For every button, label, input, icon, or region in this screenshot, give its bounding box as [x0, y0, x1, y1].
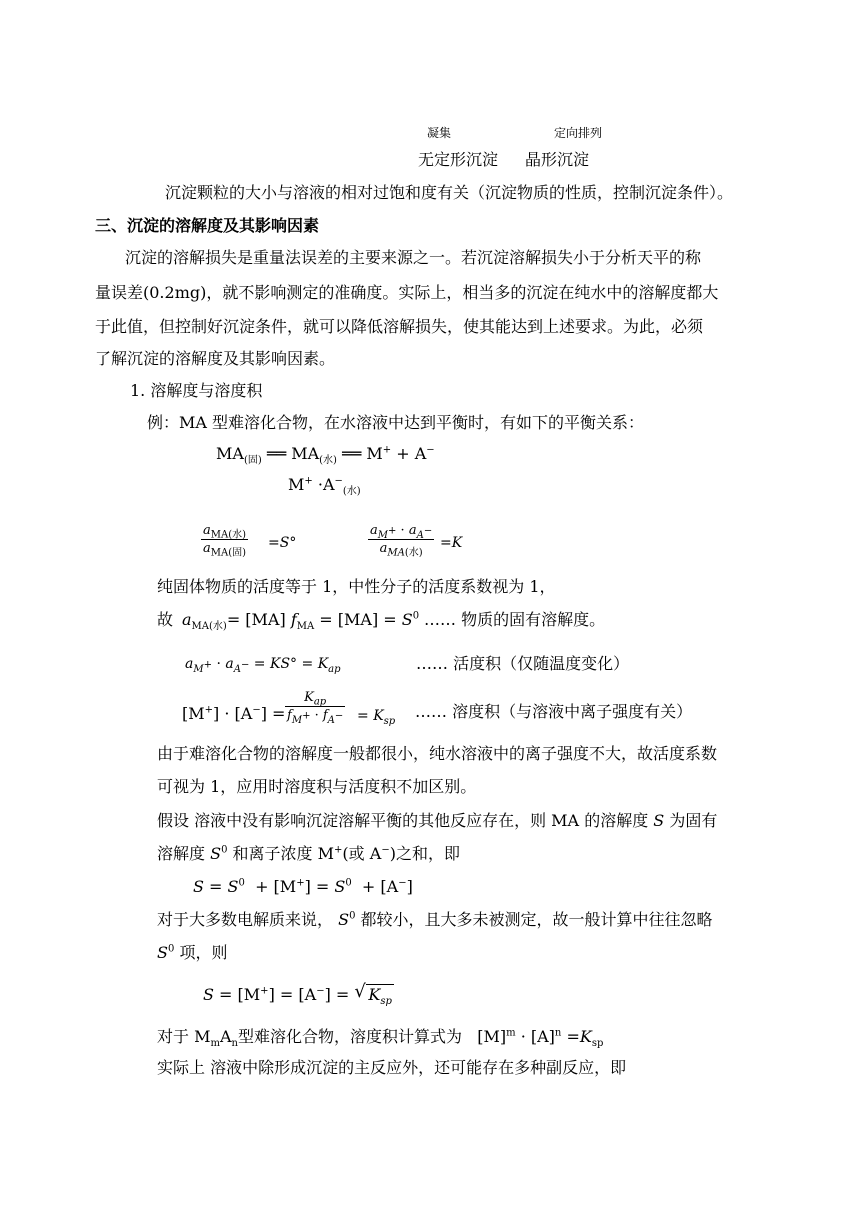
- para-assume-1: 假设 溶液中没有影响沉淀溶解平衡的其他反应存在，则 MA 的溶解度 S 为固有: [157, 811, 718, 830]
- para-assume-2a: 溶解度: [157, 844, 206, 863]
- para-side-reactions: 实际上 溶液中除形成沉淀的主反应外，还可能存在多种副反应，即: [157, 1058, 627, 1077]
- note-activity: …… 活度积（仅随温度变化）: [416, 654, 630, 673]
- para-electrolyte-2: $S^0$ 项，则: [157, 943, 228, 962]
- para-small-2: 可视为 1，应用时溶度积与活度积不加区别。: [157, 777, 477, 796]
- intro-line-2: 量误差(0.2mg)，就不影响测定的准确度。实际上，相当多的沉淀在纯水中的溶解度都大: [95, 283, 719, 302]
- activity-ratio-fraction: $a_{MA(水)}$ $a_{MA(固)}$: [203, 523, 247, 559]
- intro-line-1: 沉淀的溶解损失是重量法误差的主要来源之一。若沉淀溶解损失小于分析天平的称: [125, 248, 702, 267]
- para-assume-1a: 假设 溶液中没有影响沉淀溶解平衡的其他反应存在，则 MA 的溶解度: [157, 811, 649, 830]
- para-particle: 沉淀颗粒的大小与溶液的相对过饱和度有关（沉淀物质的性质，控制沉淀条件）。: [165, 183, 734, 202]
- para-electrolyte-2-text: 项，则: [179, 943, 228, 962]
- para-electrolyte-1: 对于大多数电解质来说， $S^0$ 都较小，且大多未被测定，故一般计算中往往忽略: [157, 910, 713, 929]
- intro-line-3: 于此值，但控制好沉淀条件，就可以降低溶解损失，使其能达到上述要求。为此，必须: [95, 317, 704, 336]
- ksp-fraction: $K_{ap}$ $f_{M^+} \cdot f_{A^-}$: [287, 690, 344, 726]
- section-title: 三、沉淀的溶解度及其影响因素: [95, 216, 320, 235]
- intro-line-4: 了解沉淀的溶解度及其影响因素。: [95, 349, 336, 368]
- para-assume-2d: )之和，即: [389, 844, 460, 863]
- sqrt-ksp: √ $K_{sp}$: [354, 981, 392, 1008]
- label-amorphous: 无定形沉淀: [418, 150, 499, 169]
- note-solubility: …… 溶度积（与溶液中离子强度有关）: [415, 702, 693, 721]
- eq-ksp-left: [M+] · [A−] =: [182, 704, 286, 723]
- note-intrinsic: …… 物质的固有溶解度。: [424, 610, 606, 629]
- para-assume-2c: (或 A: [342, 844, 382, 863]
- label-orientation: 定向排列: [554, 126, 603, 140]
- equilibrium-eq: $MA_{(固)}$ ══ $MA_{(水)}$ ══ M+ + A−: [216, 444, 435, 467]
- label-crystalline: 晶形沉淀: [525, 150, 590, 169]
- eq-activity-product: $a_{M^+} \cdot a_{A^-} = KS^\circ = K_{ap}$: [185, 656, 341, 675]
- para-mman-a: 对于 M: [157, 1027, 211, 1046]
- para-assume-2b: 和离子浓度 M: [232, 844, 335, 863]
- subsection-title: 1. 溶解度与溶度积: [130, 381, 263, 400]
- example-text: 例：MA 型难溶化合物，在水溶液中达到平衡时，有如下的平衡关系：: [147, 413, 645, 432]
- text-therefore: 故: [157, 610, 174, 629]
- eq-s0: =S°: [268, 535, 297, 551]
- para-assume-1b: 为固有: [669, 811, 718, 830]
- para-small-1: 由于难溶化合物的溶解度一般都很小，纯水溶液中的离子强度不大，故活度系数: [157, 744, 718, 763]
- eq-k: =K: [440, 535, 463, 551]
- text-pure-solid: 纯固体物质的活度等于 1，中性分子的活度系数视为 1，: [157, 577, 556, 596]
- para-assume-2: 溶解度 $S^0$ 和离子浓度 M+(或 A−)之和，即: [157, 844, 460, 863]
- para-electrolyte-1b: 都较小，且大多未被测定，故一般计算中往往忽略: [360, 910, 713, 929]
- eq-s-sum: $S = S^0 + [M^+] = S^0 + [A^-]$: [193, 877, 413, 896]
- label-coagulation: 凝集: [427, 126, 452, 140]
- para-mman-b: 型难溶化合物，溶度积计算式为: [237, 1027, 462, 1046]
- eq-ksp-right: = $K_{sp}$: [357, 708, 396, 727]
- equilibrium-constant-fraction: $a_{M^+} \cdot a_{A^-}$ $a_{MA(水)}$: [370, 523, 433, 559]
- ion-pair: $M^+ \cdot A^-_{(水)}$: [288, 475, 361, 498]
- eq-s-sqrt: S = [M+] = [A−] = √ $K_{sp}$: [203, 981, 392, 1008]
- para-mman: 对于 $M_mA_n$型难溶化合物，溶度积计算式为 $[M]^m \cdot [A]^n =K_{sp}$: [157, 1027, 604, 1050]
- eq-intrinsic: $a_{MA(水)}= [MA] f_{MA} = [MA] = S^0$: [182, 610, 420, 633]
- para-electrolyte-1a: 对于大多数电解质来说，: [157, 910, 334, 929]
